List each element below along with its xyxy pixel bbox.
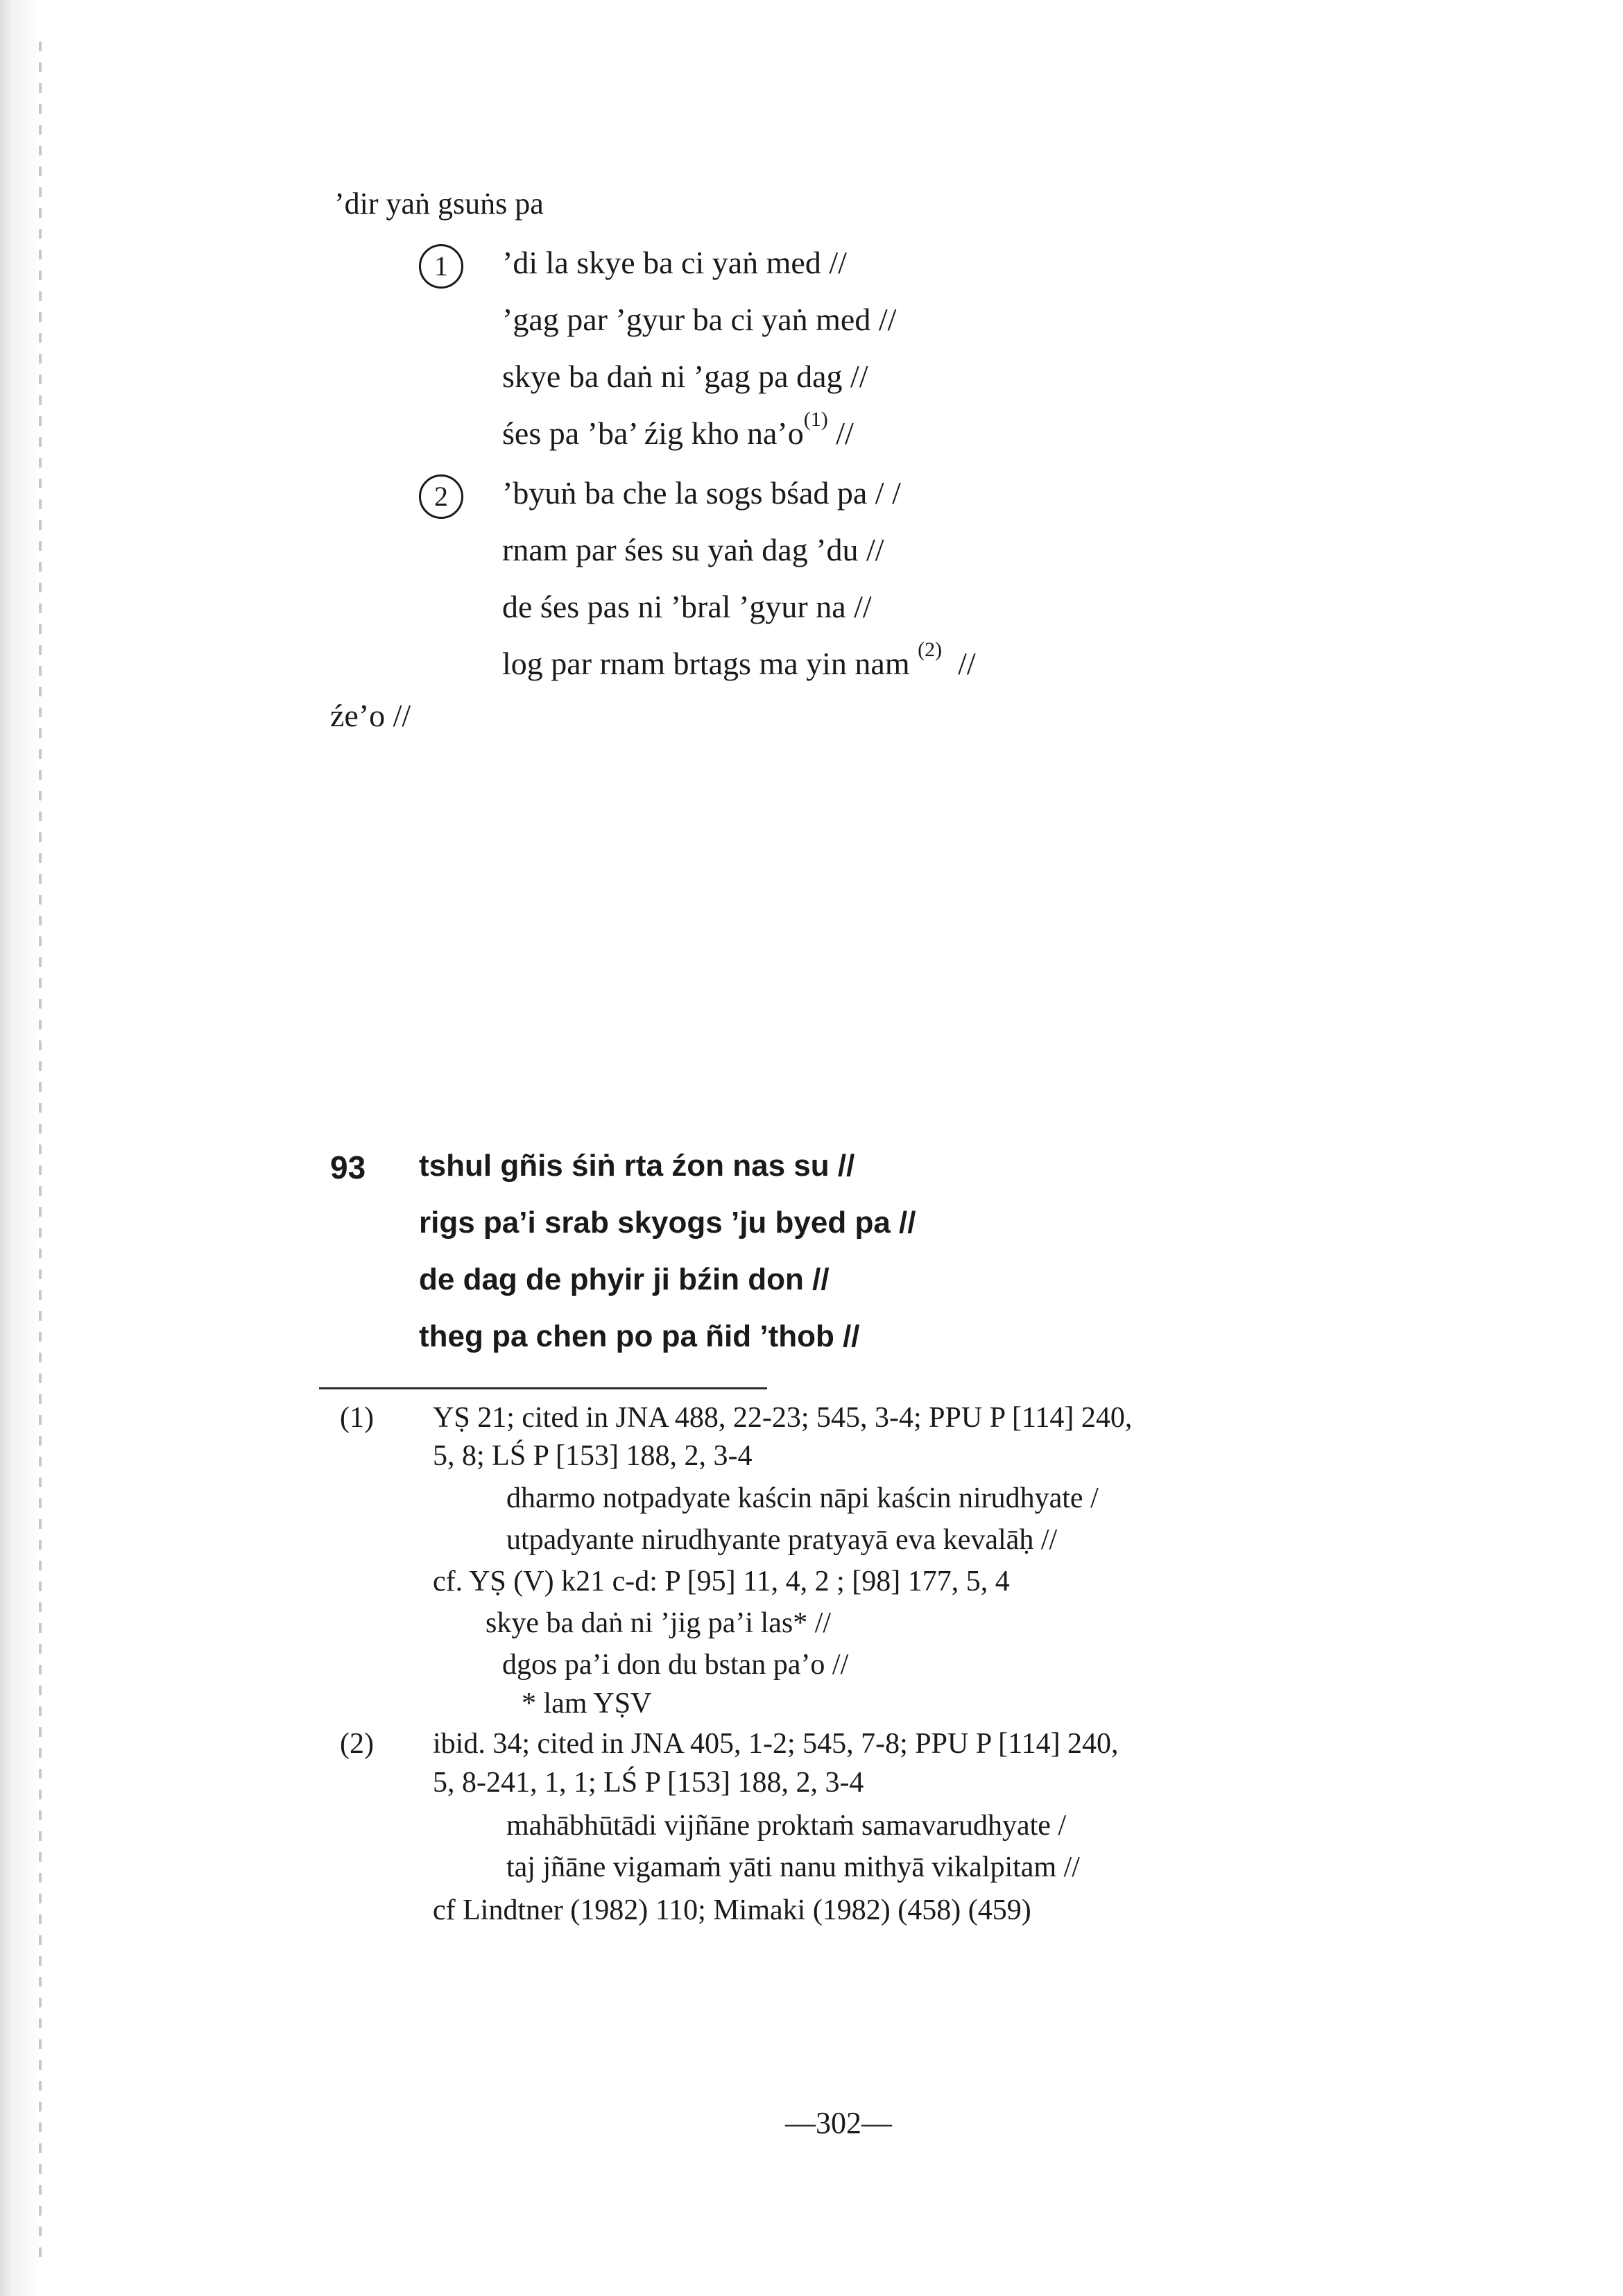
verse-1-line-4-end: // [836, 415, 854, 451]
footnote-ref-1: (1) [803, 408, 828, 431]
footnote-1-tibetan-1: skye ba daṅ ni ’jig pa’i las* // [486, 1607, 832, 1639]
karika-line-3: de dag de phyir ji bźin don // [419, 1262, 830, 1296]
karika-number: 93 [330, 1149, 366, 1185]
verse-1-line-4 [502, 408, 854, 452]
closing-line: źe’o // [330, 698, 411, 733]
verse-1-line-3: skye ba daṅ ni ’gag pa dag // [502, 359, 868, 394]
footnote-2-sanskrit-2: taj jñāne vigamaṁ yāti nanu mithyā vikalpitam // [506, 1851, 1080, 1883]
karika-line-4: theg pa chen po pa ñid ’thob // [419, 1319, 860, 1353]
footnote-2-line-2: 5, 8-241, 1, 1; LŚ P [153] 188, 2, 3-4 [433, 1767, 864, 1799]
verse-1-line-1: ’di la skye ba ci yaṅ med // [502, 245, 847, 280]
footnote-1-sanskrit-2: utpadyante nirudhyante pratyayā eva kevalāḥ // [506, 1524, 1058, 1556]
footnote-1-variant-note: * lam YṢV [522, 1688, 652, 1720]
verse-2-line-3: de śes pas ni ’bral ’gyur na // [502, 589, 872, 624]
footnote-1-line-1: YṢ 21; cited in JNA 488, 22-23; 545, 3-4; PPU P [114] 240, [433, 1402, 1133, 1434]
verse-2-line-4-text: log par rnam brtags ma yin nam [502, 646, 910, 681]
footnote-1-cf: cf. YṢ (V) k21 c-d: P [95] 11, 4, 2 ; [98] 177, 5, 4 [433, 1566, 1010, 1597]
intro-line: ’dir yaṅ gsuṅs pa [334, 187, 544, 221]
scan-binding-line [39, 42, 42, 2261]
karika-line-1: tshul gñis śiṅ rta źon nas su // [419, 1149, 855, 1183]
verse-1-line-2: ’gag par ’gyur ba ci yaṅ med // [502, 302, 897, 337]
verse-1-line-4-text: śes pa ’ba’ źig kho na’o [502, 415, 804, 451]
verse-marker-2: 2 [419, 474, 463, 519]
footnote-1-sanskrit-1: dharmo notpadyate kaścin nāpi kaścin nirudhyate / [506, 1482, 1099, 1514]
karika-line-2: rigs pa’i srab skyogs ’ju byed pa // [419, 1206, 916, 1240]
footnote-rule [319, 1387, 767, 1389]
footnote-ref-2: (2) [918, 638, 943, 661]
footnote-2-label: (2) [340, 1728, 374, 1760]
verse-2-line-4-end: // [958, 646, 976, 681]
verse-2-line-1: ’byuṅ ba che la sogs bśad pa / / [502, 475, 901, 511]
page-number: —302— [785, 2106, 892, 2140]
verse-2-line-4 [502, 638, 976, 682]
footnote-2-line-1: ibid. 34; cited in JNA 405, 1-2; 545, 7-8; PPU P [114] 240, [433, 1728, 1119, 1760]
verse-2-line-2: rnam par śes su yaṅ dag ’du // [502, 532, 884, 567]
verse-marker-1: 1 [419, 244, 463, 289]
footnote-1-line-2: 5, 8; LŚ P [153] 188, 2, 3-4 [433, 1440, 753, 1472]
scan-binding-edge [0, 0, 55, 2296]
footnote-1-label: (1) [340, 1402, 374, 1434]
footnote-1-tibetan-2: dgos pa’i don du bstan pa’o // [502, 1649, 849, 1681]
footnote-2-cf: cf Lindtner (1982) 110; Mimaki (1982) (458) (459) [433, 1894, 1031, 1926]
footnote-2-sanskrit-1: mahābhūtādi vijñāne proktaṁ samavarudhyate / [506, 1810, 1067, 1842]
